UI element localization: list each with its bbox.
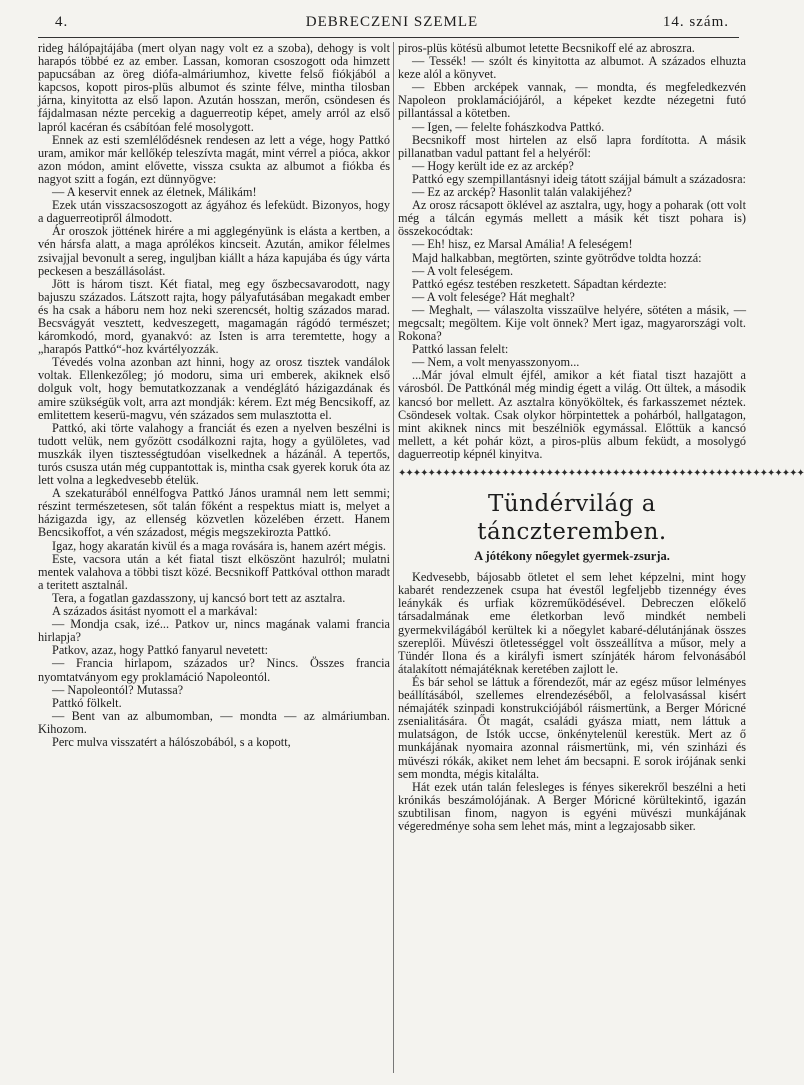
paragraph: — Bent van az albumomban, — mondta — az almáriumban. Kihozom.: [38, 708, 390, 736]
masthead-title: DEBRECZENI SZEMLE: [305, 14, 479, 30]
paragraph: Ennek az esti szemlélődésnek rendesen az lett a vége, hogy Pattkó uram, amikor már kellőkép teleszívta magát, mint vérrel a pióca, akkor azon módon, amint elővette, vissza csukta az albumot a fiókba és nagyot szitt a fogán, ezt dünnyögve:: [38, 132, 390, 186]
paragraph: Perc mulva visszatért a hálószobából, s a kopott,: [52, 734, 291, 749]
paragraph: — Ez az arckép? Hasonlit talán valakijéhez?: [412, 185, 632, 200]
paragraph: Jött is három tiszt. Két fiatal, meg egy őszbecsavarodott, nagy bajuszu százados. Látszott rajta, hogy pályafutásában megakadt ember és ha csak a háboru nem hoz neki szerencsét, holtig százados marad. Becsvágyát vesztett, kedveszegett, magamagán rágódó természet; káromkodó, mord, gyanakvó: az Isten is arra teremtette, hogy a „harapós Pattkó“-hoz kvártélyozzák.: [38, 276, 390, 357]
article-title: Tündérvilág a tánczteremben.: [477, 491, 667, 546]
paragraph: — A keservit ennek az életnek, Málikám!: [52, 185, 257, 200]
paragraph: És bár sehol se láttuk a főrendezőt, már az egész műsor lelményes beállításából, szellemes elrendezéséből, a felolvasással kisért némajáték szinpadi konstrukciójából ráismertünk, a Berger Móricné zsenialitására. Őt magát, családi gyásza miatt, nem láttuk a mulatságon, de Istók uccse, önkénytelenül kerestük. Mert az ő munkájának nyomaira azonnal ráismertünk, mi, vén szinházi és müvészi rókák, akiket nem lehet ám becsapni. E sorok irójának senki sem mondta, mégis kitalálta.: [398, 674, 746, 781]
ornament-divider: ✦✦✦✦✦✦✦✦✦✦✦✦✦✦✦✦✦✦✦✦✦✦✦✦✦✦✦✦✦✦✦✦✦✦✦✦✦✦✦✦✦✦✦✦✦✦✦✦✦✦✦✦✦✦✦: [398, 468, 804, 479]
paragraph: — Napoleontól? Mutassa?: [52, 682, 184, 697]
paragraph: — A volt feleségem.: [412, 263, 514, 278]
paragraph: rideg hálópajtájába (mert olyan nagy volt ez a szoba), dehogy is volt harapós többé ez az ember. Lassan, komoran csoszogott oda himzett papucsában az öreg diófa-almáriumhoz, kivette felső fiókjából a kapcsos, kopott piros-plüs albumot és szinte félve, mintha tilosban járna, kinyitotta az első lapon. Azután hosszan, merőn, csöndesen és fájdalmasan nézte percekig a daguerreotip képet, amely arról az első lapról kacéran és csábítóan felé mosolygott.: [38, 41, 390, 134]
paragraph: — Igen, — felelte fohászkodva Pattkó.: [412, 119, 605, 134]
paragraph: Patkov, azaz, hogy Pattkó fanyarul nevetett:: [52, 643, 269, 658]
paragraph: — Meghalt, — válaszolta visszaülve helyére, sötéten a másik, — megcsalt; megöltem. Kije volt önnek? Mert igaz, magyarországi volt. Rokona?: [398, 302, 746, 344]
paragraph: Tévedés volna azonban azt hinni, hogy az orosz tisztek vandálok voltak. Ellenkezőleg; jó modoru, sima uri emberek, akiknek első dolguk volt, hogy bemutatkozzanak a vendéglátó házigazdának és amire szükségük volt, arra azt mondják: kérem. Ezt még Bencsikoff, az emlitettem keserü-magvu, vén százados sem mulasztotta el.: [38, 355, 390, 422]
paragraph: — Eh! hisz, ez Marsal Amália! A feleségem!: [412, 237, 633, 252]
paragraph: — Mondja csak, izé... Patkov ur, nincs magának valami francia hirlapja?: [38, 617, 390, 645]
paragraph: Este, vacsora után a két fiatal tiszt elköszönt hazulról; mulatni mentek valahova a többi tiszt közé. Becsnikoff Pattkóval otthon maradt a teritett asztalnál.: [38, 551, 390, 592]
paragraph: — Tessék! — szólt és kinyitotta az albumot. A százados elhuzta keze alól a könyvet.: [398, 54, 746, 82]
paragraph: Az orosz rácsapott öklével az asztalra, ugy, hogy a poharak (ott volt még a tálcán egymás mellett a másik két tiszt pohara is) összekocódtak:: [398, 198, 746, 239]
paragraph: — Nem, a volt menyasszonyom...: [412, 355, 580, 370]
paragraph: — Ebben arcképek vannak, — mondta, és megfeledkezvén Napoleon proklamációjáról, a képeket kezdte nézegetni futó pillantással a kötetben.: [398, 80, 746, 121]
article-subtitle: A jótékony nőegylet gyermek-zsurja.: [474, 549, 670, 564]
paragraph: Majd halkabban, megtörten, szinte gyötrődve toldta hozzá:: [412, 250, 702, 265]
page-header: [55, 14, 729, 36]
page-number: 4.: [55, 14, 69, 30]
header-rule: [38, 37, 739, 38]
paragraph: Hát ezek után talán felesleges is fényes sikerekről beszélni a heti krónikás beszámolójának. A Berger Móricné körültekintő, igazán szubtilisan finom, nagyon is egyéni müvészi munkájának végeredménye soha sem lehet más, mint a legzajosabb siker.: [398, 779, 746, 833]
paragraph: Pattkó lassan felelt:: [412, 342, 509, 357]
paragraph: A szekaturából ennélfogva Pattkó János uramnál nem lett semmi; részint természetesen, sőt talán főként a respektus miatt is, melyet a házigazda igy, az ellenség közvetlen közelében érzett. Hanem Bencsikoffot, a vén századost, mégis megszekirozta Pattkó.: [38, 486, 390, 540]
left-column: [38, 42, 390, 1073]
paragraph: Pattkó egy szempillantásnyi ideig tátott szájjal bámult a századosra:: [412, 171, 746, 186]
paragraph: Tera, a fogatlan gazdasszony, uj kancsó bort tett az asztalra.: [52, 590, 346, 605]
paragraph: — Hogy került ide ez az arckép?: [412, 158, 574, 173]
paragraph: Kedvesebb, bájosabb ötletet el sem lehet képzelni, mint hogy kabarét rendezzenek csupa hat évestől legfeljebb tizennégy éves leánykák és urfiak közreműködésével. Debreczen előkelő társadalmának eme életkorban levő mindkét nembeli gyermekvilágából kerültek ki a nőegylet kabaré-délutánjának összes szereplői. Müvészi ötletességgel volt összeállítva a műsor, mely a Tündér Ilona és a királyfi ismert színjáték három felvonásából átalakított némajátéknak keretében zajlott le.: [398, 570, 746, 676]
paragraph: A százados ásitást nyomott el a markával:: [52, 604, 258, 619]
story-continuation: [398, 42, 746, 461]
paragraph: Ár oroszok jöttének hirére a mi agglegényünk is elásta a kertben, a vén hársfa alatt, a maga aprólékos kincseit. Azután, amikor félelmes zsivajjal bevonult a sereg, inguljban kiállt a háza kapujába és úgy várta peckesen a beszállásolást.: [38, 224, 390, 278]
paragraph: Ezek után visszacsoszogott az ágyához és lefeküdt. Bizonyos, hogy a daguerreotipről álmodott.: [38, 198, 390, 226]
article-body: [398, 571, 746, 833]
paragraph: ...Már jóval elmult éjfél, amikor a két fiatal tiszt hazajött a városból. De Pattkónál még mindig égett a világ. Ott ültek, a második kancsó bor mellett. Az asztalra könyököltek, és farkasszemet néztek. Csöndesek voltak. Csak olykor hörpintettek a pohárból, hallgatagon, mint akiknek nincs mit beszélniök egymással. Előttük a kancsó mellett, a két pohár közt, a piros-plüs album feküdt, a mosolygó daguerreotip képnél kinyitva.: [398, 368, 746, 461]
paragraph: Igaz, hogy akaratán kivül és a maga rovására is, hanem azért mégis.: [52, 538, 386, 553]
paragraph: Pattkó egész testében reszketett. Sápadtan kérdezte:: [412, 276, 667, 291]
column-divider: [393, 42, 394, 1073]
paragraph: — A volt felesége? Hát meghalt?: [412, 289, 575, 304]
paragraph: piros-plüs kötésü albumot letette Becsnikoff elé az abroszra.: [398, 41, 695, 55]
right-column: [398, 41, 804, 1073]
issue-number: 14. szám.: [662, 14, 729, 30]
paragraph: Pattkó fölkelt.: [52, 695, 122, 710]
paragraph: Becsnikoff most hirtelen az első lapra fordította. A másik pillanatban vadul pattant fel a helyéről:: [398, 132, 746, 160]
paragraph: — Francia hirlapom, százados ur? Nincs. Összes francia nyomtatványom egy proklamáció Napoleontól.: [38, 656, 390, 684]
paragraph: Pattkó, aki törte valahogy a franciát és ezen a nyelven beszélni is tudott velük, nem győzött csodálkozni rajta, hogy a gyülöletes, vad muszkák ilyen tisztességtudóan viselkednek a házánál. A tepertős, turós csusza után még cuppantottak is, mintha csak gyerek koruk óta az lett volna a legkedvesebb ételük.: [38, 420, 390, 488]
